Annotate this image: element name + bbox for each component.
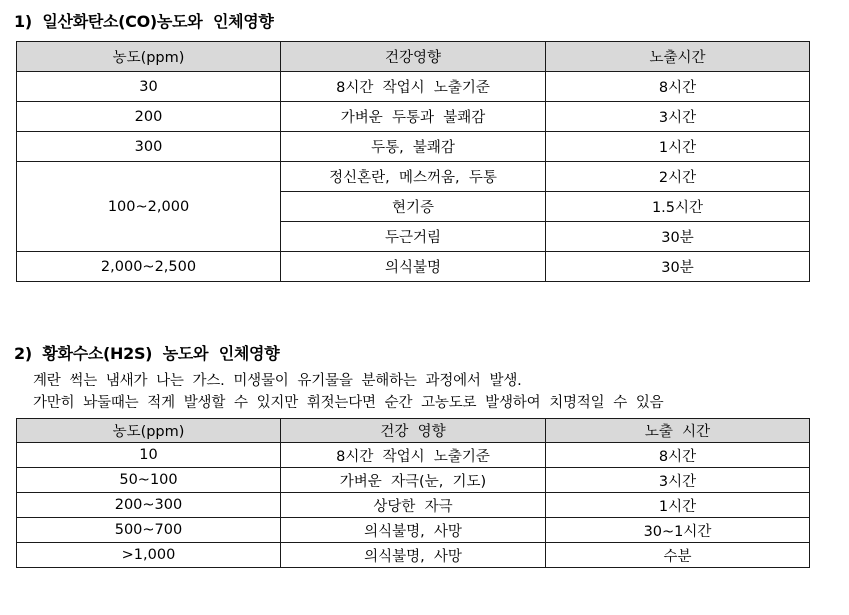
section-h2s-heading: 2) 황화수소(H2S) 농도와 인체영향 bbox=[14, 344, 280, 363]
table-row bbox=[17, 252, 810, 282]
cell-concentration: 300 bbox=[17, 132, 281, 162]
header-health-effect: 건강 영향 bbox=[281, 419, 546, 443]
cell-time: 3시간 bbox=[546, 468, 810, 493]
table-row bbox=[17, 162, 810, 192]
table-row bbox=[17, 493, 810, 518]
table-row bbox=[17, 443, 810, 468]
cell-time: 1.5시간 bbox=[546, 192, 810, 222]
cell-effect: 상당한 자극 bbox=[281, 493, 546, 518]
cell-time: 1시간 bbox=[546, 493, 810, 518]
co-effects-table bbox=[16, 41, 810, 282]
table-row bbox=[17, 72, 810, 102]
table-row bbox=[17, 518, 810, 543]
cell-concentration: 500~700 bbox=[17, 518, 281, 543]
cell-time: 30~1시간 bbox=[546, 518, 810, 543]
header-health-effect: 건강영향 bbox=[281, 42, 546, 72]
cell-time: 3시간 bbox=[546, 102, 810, 132]
section-co-heading: 1) 일산화탄소(CO)농도와 인체영향 bbox=[14, 12, 274, 31]
cell-concentration: 10 bbox=[17, 443, 281, 468]
cell-concentration: 30 bbox=[17, 72, 281, 102]
cell-effect: 의식불명 bbox=[281, 252, 546, 282]
table-row bbox=[17, 102, 810, 132]
cell-effect: 의식불명, 사망 bbox=[281, 543, 546, 568]
cell-concentration: 50~100 bbox=[17, 468, 281, 493]
cell-time: 1시간 bbox=[546, 132, 810, 162]
table-header-row bbox=[17, 42, 810, 72]
cell-concentration-merged: 100~2,000 bbox=[17, 162, 281, 252]
cell-time: 8시간 bbox=[546, 443, 810, 468]
h2s-effects-table bbox=[16, 418, 810, 568]
cell-concentration: >1,000 bbox=[17, 543, 281, 568]
table-row bbox=[17, 132, 810, 162]
cell-time: 30분 bbox=[546, 252, 810, 282]
cell-effect: 현기증 bbox=[281, 192, 546, 222]
table-header-row bbox=[17, 419, 810, 443]
cell-time: 8시간 bbox=[546, 72, 810, 102]
table-row bbox=[17, 468, 810, 493]
cell-effect: 가벼운 두통과 불쾌감 bbox=[281, 102, 546, 132]
cell-time: 30분 bbox=[546, 222, 810, 252]
cell-concentration: 2,000~2,500 bbox=[17, 252, 281, 282]
header-concentration: 농도(ppm) bbox=[17, 419, 281, 443]
cell-effect: 의식불명, 사망 bbox=[281, 518, 546, 543]
header-exposure-time: 노출시간 bbox=[546, 42, 810, 72]
header-concentration: 농도(ppm) bbox=[17, 42, 281, 72]
cell-concentration: 200 bbox=[17, 102, 281, 132]
h2s-description-line-1: 계란 썩는 냄새가 나는 가스. 미생물이 유기물을 분해하는 과정에서 발생. bbox=[33, 373, 522, 389]
cell-effect: 8시간 작업시 노출기준 bbox=[281, 72, 546, 102]
cell-effect: 8시간 작업시 노출기준 bbox=[281, 443, 546, 468]
header-exposure-time: 노출 시간 bbox=[546, 419, 810, 443]
cell-concentration: 200~300 bbox=[17, 493, 281, 518]
h2s-description-line-2: 가만히 놔둘때는 적게 발생할 수 있지만 휘젓는다면 순간 고농도로 발생하여 치명적일 수 있음 bbox=[33, 395, 664, 411]
cell-effect: 두통, 불쾌감 bbox=[281, 132, 546, 162]
table-row bbox=[17, 543, 810, 568]
cell-effect: 정신혼란, 메스꺼움, 두통 bbox=[281, 162, 546, 192]
cell-time: 수분 bbox=[546, 543, 810, 568]
cell-effect: 가벼운 자극(눈, 기도) bbox=[281, 468, 546, 493]
cell-time: 2시간 bbox=[546, 162, 810, 192]
cell-effect: 두근거림 bbox=[281, 222, 546, 252]
